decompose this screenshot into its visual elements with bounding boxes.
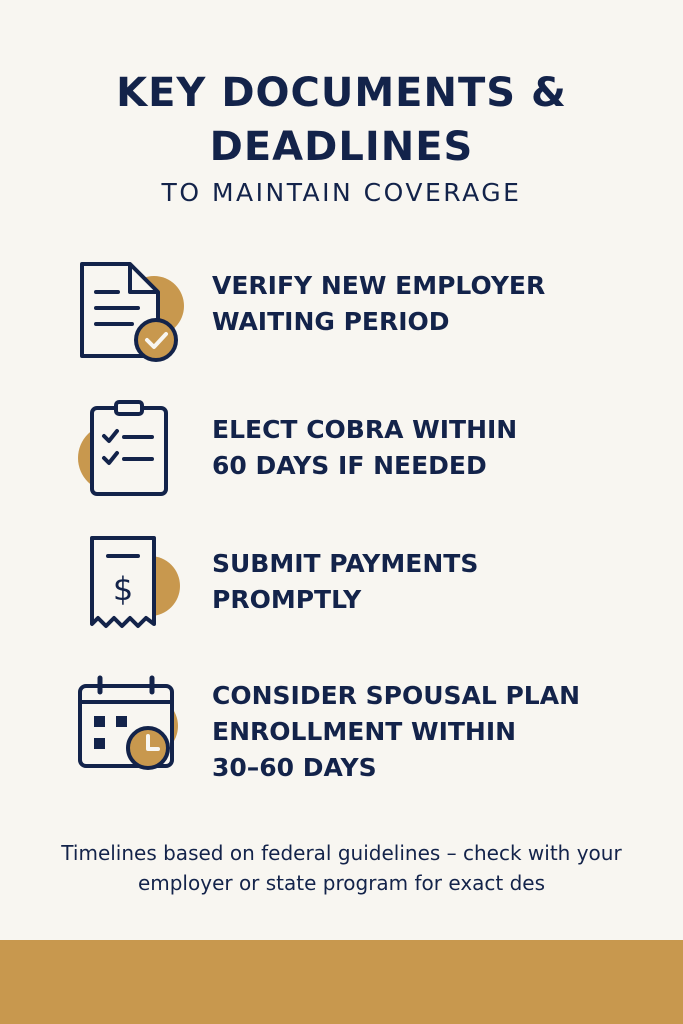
page-subtitle: TO MAINTAIN COVERAGE — [161, 178, 522, 207]
receipt-dollar-icon — [72, 534, 188, 644]
checklist-item-submit-payments — [72, 534, 632, 634]
document-check-icon — [72, 260, 188, 370]
svg-text:$: $ — [112, 570, 134, 608]
page-title — [0, 66, 683, 174]
checklist-item-employer-waiting-period — [72, 260, 632, 370]
clipboard-checklist-icon — [72, 400, 188, 510]
checklist-item-text: ELECT COBRA WITHIN 60 DAYS IF NEEDED — [212, 415, 518, 480]
checklist-item-text: SUBMIT PAYMENTS PROMPTLY — [212, 549, 479, 614]
checklist-item-text: VERIFY NEW EMPLOYER WAITING PERIOD — [212, 271, 546, 336]
checklist-item-text: CONSIDER SPOUSAL PLAN ENROLLMENT WITHIN 30–60 DAYS — [212, 681, 581, 782]
title-line-1: KEY DOCUMENTS & — [116, 70, 567, 116]
checklist-item-spousal-plan — [72, 674, 632, 794]
calendar-clock-icon — [72, 674, 188, 784]
title-line-2: DEADLINES — [209, 124, 474, 170]
footer-band — [0, 940, 683, 1024]
footnote: Timelines based on federal guidelines – check with your employer or state program for exact des — [61, 841, 622, 895]
checklist-item-elect-cobra — [72, 400, 632, 500]
